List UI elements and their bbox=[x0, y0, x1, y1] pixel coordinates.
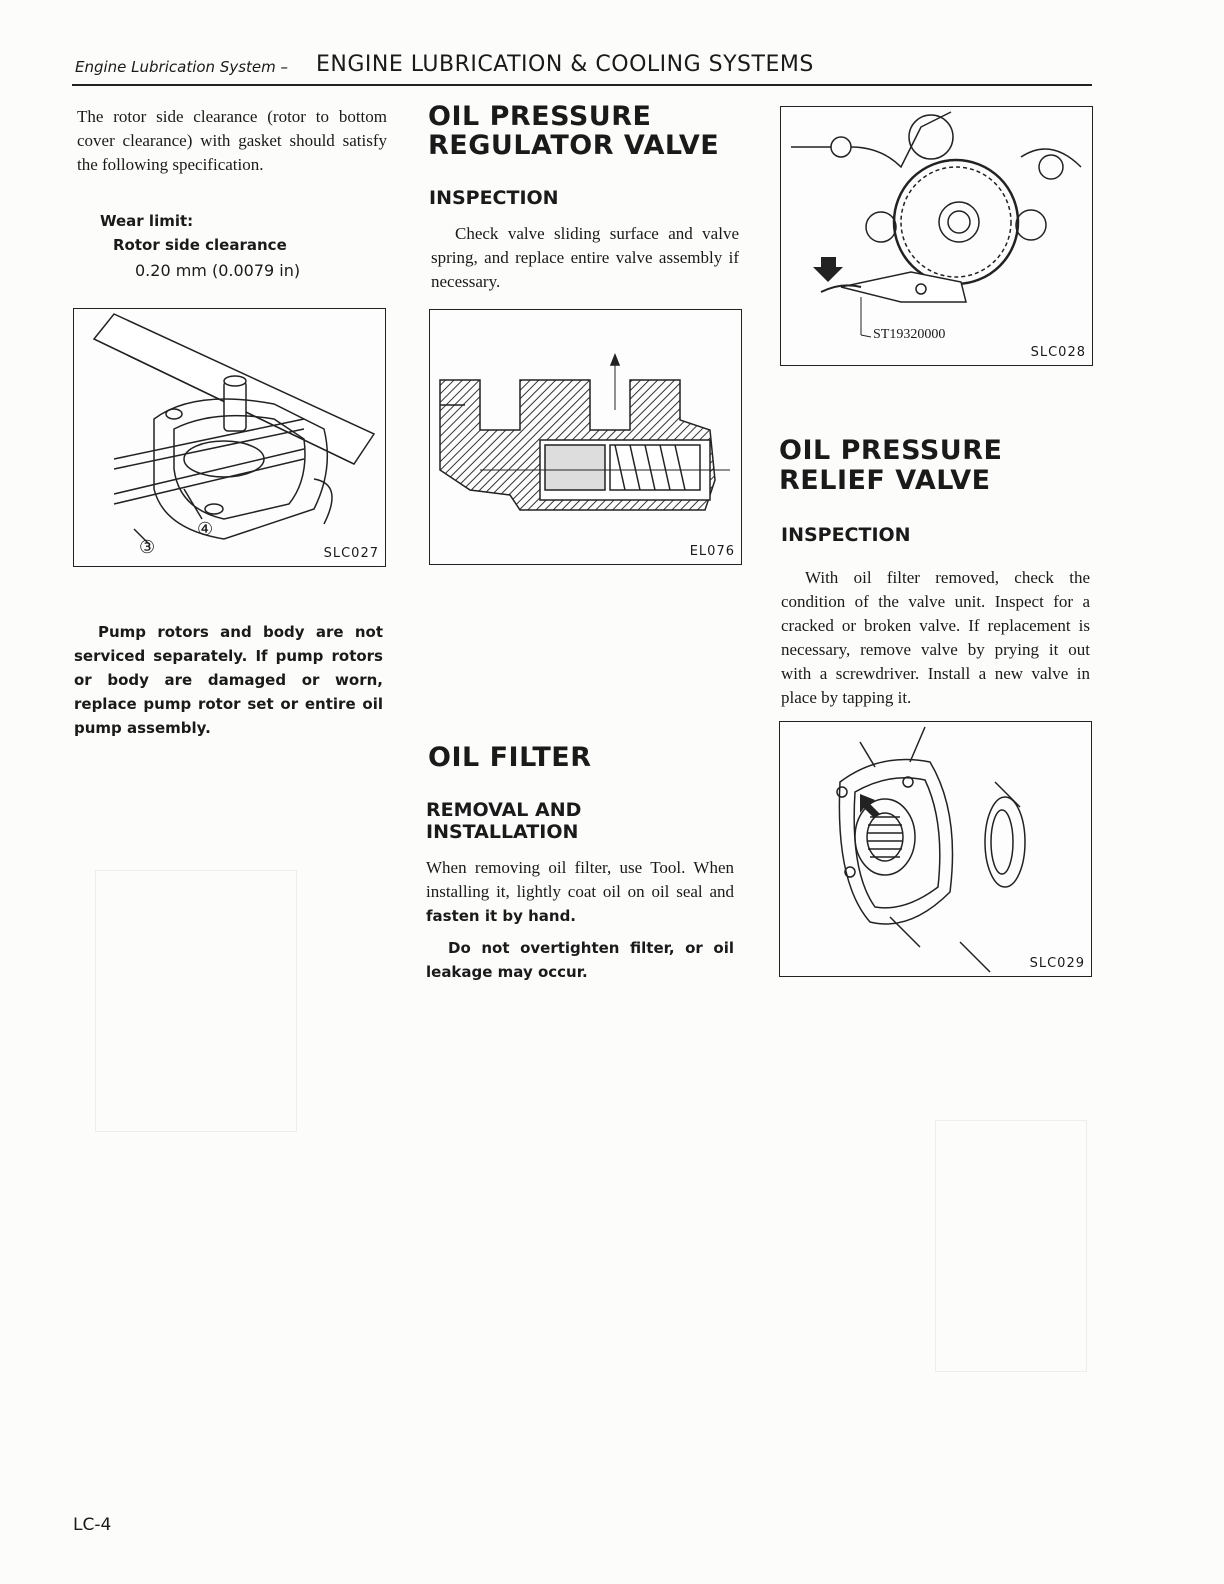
regulator-valve-figure bbox=[429, 309, 742, 565]
regulator-inspection-heading: INSPECTION bbox=[429, 187, 559, 209]
header-title: ENGINE LUBRICATION & COOLING SYSTEMS bbox=[316, 52, 814, 77]
figure-code-slc027: SLC027 bbox=[323, 546, 379, 561]
filter-wrench-figure bbox=[780, 106, 1093, 366]
filter-removal-heading-2: INSTALLATION bbox=[426, 821, 579, 843]
relief-valve-drawing bbox=[780, 722, 1091, 976]
regulator-text: Check valve sliding surface and valve spring, and replace entire valve assembly if necessary. bbox=[431, 224, 739, 291]
page-number: LC-4 bbox=[73, 1515, 112, 1535]
rotor-clearance-figure bbox=[73, 308, 386, 567]
figure-code-slc029: SLC029 bbox=[1029, 956, 1085, 971]
bleed-through-figure bbox=[95, 870, 297, 1132]
filter-instructions-bold: fasten it by hand. bbox=[426, 907, 577, 925]
relief-title-line-1: OIL PRESSURE bbox=[779, 435, 1003, 466]
header-section-label: Engine Lubrication System – bbox=[75, 58, 289, 76]
callout-4: ④ bbox=[197, 519, 214, 539]
relief-title-line-2: RELIEF VALVE bbox=[779, 465, 991, 496]
spec-value: 0.20 mm (0.0079 in) bbox=[135, 261, 301, 280]
regulator-title-line-1: OIL PRESSURE bbox=[428, 101, 652, 132]
spec-label: Wear limit: bbox=[100, 212, 194, 230]
bleed-through-figure-2 bbox=[935, 1120, 1087, 1372]
rotor-clearance-intro: The rotor side clearance (rotor to bottom cover clearance) with gasket should satisfy the following specification. bbox=[77, 107, 387, 174]
header-rule bbox=[72, 84, 1092, 86]
oil-filter-title: OIL FILTER bbox=[428, 742, 592, 773]
relief-inspection-heading: INSPECTION bbox=[781, 524, 911, 546]
relief-valve-figure bbox=[779, 721, 1092, 977]
relief-text: With oil filter removed, check the condition of the valve unit. Inspect for a cracked or broken valve. If replacement is necessary, remove valve by prying it out with a screwdriver. Install a new valve in place by tapping it. bbox=[781, 568, 1090, 707]
pump-rotor-note: Pump rotors and body are not serviced separately. If pump rotors or body are damaged or worn, replace pump rotor set or entire oil pump assembly. bbox=[74, 623, 383, 737]
spec-item: Rotor side clearance bbox=[113, 236, 287, 254]
figure-code-el076: EL076 bbox=[689, 544, 735, 559]
figure-code-slc028: SLC028 bbox=[1030, 345, 1086, 360]
callout-3: ③ bbox=[139, 537, 156, 557]
tool-number: ST19320000 bbox=[873, 327, 946, 342]
filter-instructions bbox=[426, 856, 734, 928]
filter-warning: Do not overtighten filter, or oil leakage may occur. bbox=[426, 939, 734, 981]
regulator-valve-drawing bbox=[430, 310, 741, 564]
regulator-title-line-2: REGULATOR VALVE bbox=[428, 130, 720, 161]
filter-instructions-text: When removing oil filter, use Tool. When installing it, lightly coat oil on oil seal and bbox=[426, 858, 734, 901]
filter-removal-heading-1: REMOVAL AND bbox=[426, 799, 582, 821]
rotor-clearance-drawing bbox=[74, 309, 385, 566]
